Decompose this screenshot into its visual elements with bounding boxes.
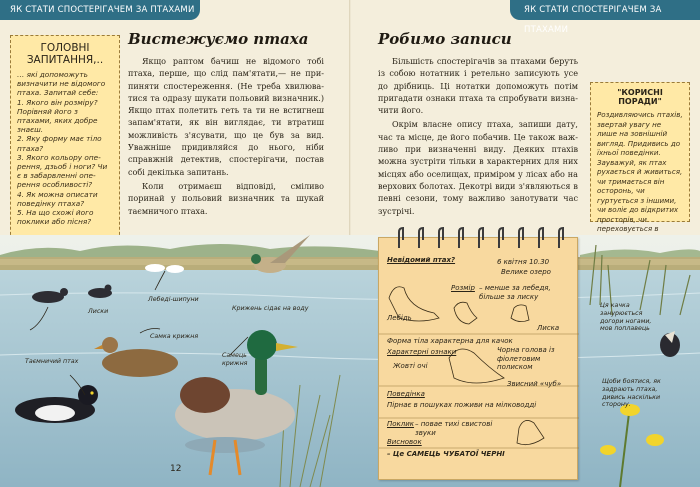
nb-title: Невідомий птах? (387, 256, 456, 264)
label-krizhen-sidaye: Крижень сідає на воду (232, 305, 309, 312)
label-tayemnychyi-ptah: Таємничий птах (25, 358, 79, 365)
right-body (378, 55, 578, 219)
running-header-right: ЯК СТАТИ СПОСТЕРІГАЧЕМ ЗА ПТАХАМИ (510, 0, 700, 20)
page-number: 12 (170, 464, 182, 474)
nb-conclusion-label: Висновок (387, 438, 422, 446)
key-questions-title: ГОЛОВНІ ЗАПИТАННЯ,.. (26, 42, 104, 66)
label-lysky: Лиски (88, 308, 109, 315)
label-samets-krizhnya: Самець крижня (222, 352, 248, 367)
key-questions-text: … які допоможуть визначити не відомого птаха. Запитай себе: 1. Якого він розміру? Порівняй його з птахами, яких добре знаєш. 2. Яку форму має тіло птаха? 3. Якого кольору оперення, дзьоб і ноги? Чи є в забарвленні оперення особливості? 4. Як можна описати поведінку птаха? 5. На що схожі його поклики або пісня? (17, 70, 108, 227)
nb-lebid: Лебідь (387, 314, 412, 322)
tip-scare-bird: Щоби боятися, як задрають птаха, дивись наскільки сторону. (602, 378, 661, 409)
left-paragraph: Коли отримаєш відповіді, сміливо поринай у польовий визначник та шукай таємничого птаха. (128, 180, 324, 216)
nb-size-text: – менше за лебедя, більше за лиску (479, 284, 551, 301)
nb-yellow-eyes: Жовті очі (393, 362, 428, 370)
right-heading: Робимо записи (378, 30, 512, 48)
useful-tips-title: "КОРИСНІ ПОРАДИ" (617, 88, 663, 106)
nb-conclusion: – Це САМЕЦЬ ЧУБАТОЇ ЧЕРНІ (387, 450, 505, 458)
nb-call-label: Поклик (387, 420, 415, 428)
tip-diving-duck: Ця качка занурюється догори ногами, мов поплавець (600, 302, 652, 333)
useful-tips-text: Роздивляючись птахів, звертай увагу не лише на зовнішній вигляд. Придивись до їхньої поведінки. Зауважуй, як птах рухається й живиться, чи тримається він осторонь, чи гуртується з іншими, чи воліє до відкритих просторів, чи переховується в (597, 110, 683, 233)
right-paragraph: Більшість спостерігачів за птахами беруть із собою нотатник і ретельно записують усе до дрібниць. Ці нотатки допоможуть потім пригадати ознаки птаха та спробувати визначити його. (378, 56, 578, 116)
left-heading: Вистежуємо птаха (128, 30, 309, 48)
label-samka-krizhnya: Самка крижня (150, 333, 199, 340)
left-paragraph: Якщо раптом бачиш не відомого тобі птаха, перше, що слід пам'ятати,— не припиняти спостереження. (Не треба хвилюватися та одразу шукати польовий визначник.) Якщо птах полетить геть та ти не встигнеш запам'ятати, як він виглядає, ти втратиш можливість з'ясувати, що це був за вид. Уважніше придивляйся до нього, ніби справжній детектив, спостерігачи, постав собі декілька запитань. (128, 56, 324, 177)
key-questions-box (10, 35, 120, 250)
lake-illustration (0, 235, 700, 487)
nb-lyska: Лиска (537, 324, 560, 332)
nb-date: 6 квітня 10.30 (497, 258, 550, 266)
book-spine (349, 0, 351, 250)
field-notebook (378, 237, 578, 480)
right-paragraph: Окрім власне опису птаха, запиши дату, час та місце, де його побачив. Це також важливо при визначенні виду. Деяких птахів можна зустріти тільки в характерних для них місцях або оселищах, приміром у лісах або на верхових болотах. Декотрі види з'являються в певні сезони, тому важливо занотувати час зустрічі. (378, 119, 578, 216)
nb-features: Характерні ознаки (387, 348, 457, 356)
nb-behavior-label: Поведінка (387, 390, 425, 398)
useful-tips-box (590, 82, 690, 233)
nb-size-label: Розмір (451, 284, 475, 292)
nb-behavior: Пірнає в пошуках поживи на мілководді (387, 401, 537, 409)
running-header-left: ЯК СТАТИ СПОСТЕРІГАЧЕМ ЗА ПТАХАМИ (0, 0, 200, 20)
nb-place: Велике озеро (501, 268, 551, 276)
nb-call: – повае тихі свистові звуки (415, 420, 493, 437)
nb-form: Форма тіла характерна для качок (387, 337, 513, 345)
label-lebedi: Лебеді-шипуни (148, 296, 199, 303)
nb-crest: Звисний «чуб» (507, 380, 562, 388)
nb-black-head: Чорна голова із фіолетовим полиском (497, 346, 555, 371)
left-body (128, 55, 324, 219)
